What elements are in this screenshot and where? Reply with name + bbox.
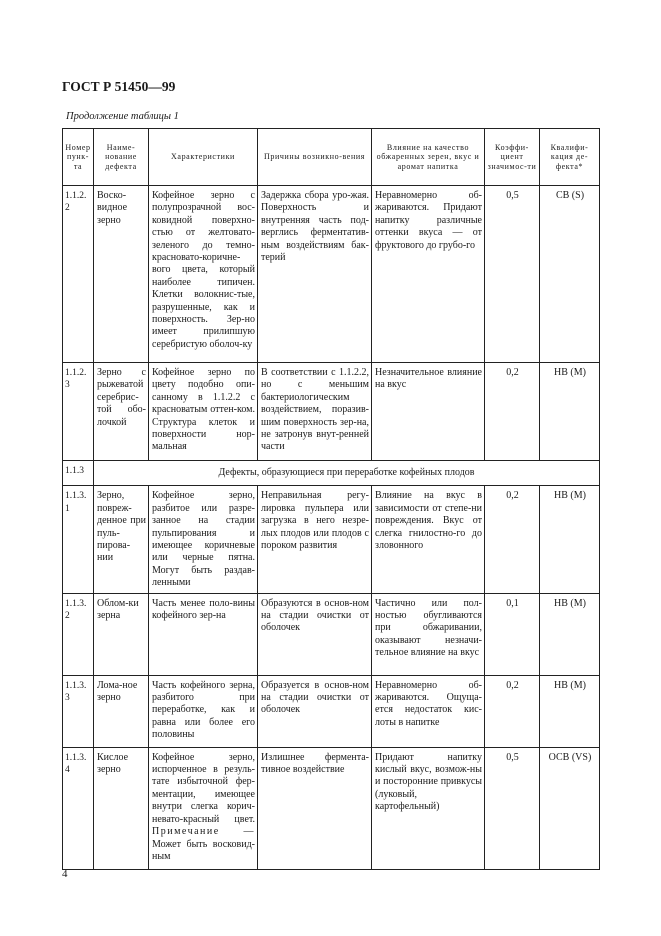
column-header-characteristics: Характеристики [149, 129, 258, 186]
defect-name: Облом-ки зерна [94, 593, 149, 675]
defect-classification: СВ (S) [540, 186, 600, 363]
table-row [63, 593, 600, 675]
defect-name: Зерно с рыжеватой серебрис-той обо-лочкой [94, 363, 149, 461]
defect-coefficient: 0,2 [485, 363, 540, 461]
defects-table [62, 128, 600, 870]
column-header-influence: Влияние на качество обжаренных зерен, вкус и аромат напитка [372, 129, 485, 186]
page-number: 4 [62, 868, 68, 880]
group-number: 1.1.3 [63, 461, 94, 486]
defect-coefficient: 0,5 [485, 186, 540, 363]
column-header-number: Номер пунк-та [63, 129, 94, 186]
defect-name: Кислое зерно [94, 747, 149, 869]
defect-influence: Незначительное влияние на вкус [372, 363, 485, 461]
defect-coefficient: 0,2 [485, 486, 540, 593]
defect-causes: Образуется в основ-ном на стадии очистки от оболочек [258, 675, 372, 747]
column-header-name: Наиме-нование дефекта [94, 129, 149, 186]
defect-classification: НВ (М) [540, 593, 600, 675]
defect-name: Воско-видное зерно [94, 186, 149, 363]
row-number: 1.1.2.2 [63, 186, 94, 363]
row-number: 1.1.3.3 [63, 675, 94, 747]
table-header-row [63, 129, 600, 186]
column-header-causes: Причины возникно-вения [258, 129, 372, 186]
table-row [63, 186, 600, 363]
row-number: 1.1.2.3 [63, 363, 94, 461]
table-row [63, 486, 600, 593]
defect-causes: Неправильная регу-лировка пульпера или загрузка в него незре-лых плодов или плодов с пороком развития [258, 486, 372, 593]
defect-influence: Влияние на вкус в зависимости от степе-ни повреждения. Вкус от слегка гнилостно-го до зловонного [372, 486, 485, 593]
defect-causes: Излишнее фермента-тивное воздействие [258, 747, 372, 869]
note-label: Примечание — [152, 826, 255, 838]
table-caption: Продолжение таблицы 1 [66, 111, 179, 122]
defect-classification: НВ (М) [540, 363, 600, 461]
defect-characteristics: Кофейное зерно по цвету подобно опи-санному в 1.1.2.2 с красноватым оттен-ком. Структура клеток и поверхности нор-мальная [149, 363, 258, 461]
table-row [63, 675, 600, 747]
defect-causes: Образуются в основ-ном на стадии очистки от оболочек [258, 593, 372, 675]
defect-influence: Неравномерно об-жариваются. Ощуща-ется недостаток кис-лоты в напитке [372, 675, 485, 747]
defect-characteristics: Кофейное зерно, разбитое или разре-занное на стадии пульпирования и имеющее коричневые или черные пятна. Могут быть раздав-ленными [149, 486, 258, 593]
defect-influence: Придают напитку кислый вкус, возмож-ны и посторонние привкусы (луковый, картофельный) [372, 747, 485, 869]
defect-coefficient: 0,2 [485, 675, 540, 747]
table-row [63, 363, 600, 461]
document-title: ГОСТ Р 51450—99 [62, 79, 176, 94]
defect-classification: НВ (М) [540, 486, 600, 593]
defect-characteristics: Часть кофейного зерна, разбитого при переработке, как и равна или более его половины [149, 675, 258, 747]
column-header-coefficient: Коэффи-циент значимос-ти [485, 129, 540, 186]
defect-name: Лома-ное зерно [94, 675, 149, 747]
column-header-classification: Квалифи-кация де-фекта* [540, 129, 600, 186]
defect-characteristics-cell [149, 747, 258, 869]
defect-characteristics: Кофейное зерно с полупрозрачной вос-ковидной поверхно-стью от желтовато-зеленого до темно-красновато-коричне-вого цвета, который наиболее типичен. Клетки волокнис-тые, разрушенные, как и поверхность. Зер-но имеет прилипшую серебристую оболоч-ку [149, 186, 258, 363]
row-number: 1.1.3.2 [63, 593, 94, 675]
defect-influence: Неравномерно об-жариваются. Придают напитку различные оттенки вкуса — от фруктового до грубо-го [372, 186, 485, 363]
defect-coefficient: 0,5 [485, 747, 540, 869]
defect-classification: ОСВ (VS) [540, 747, 600, 869]
row-number: 1.1.3.4 [63, 747, 94, 869]
group-title: Дефекты, образующиеся при переработке кофейных плодов [94, 461, 600, 486]
defect-causes: В соответствии с 1.1.2.2, но с меньшим бактериологическим воздействием, поразив-шим поверхность зер-на, не затронув внут-ренней части [258, 363, 372, 461]
defect-classification: НВ (М) [540, 675, 600, 747]
defect-causes: Задержка сбора уро-жая. Поверхность и внутренняя часть под-верглись ферментатив-ным воздействиям бак-терий [258, 186, 372, 363]
defect-name: Зерно, повреж-денное при пуль-пирова-нии [94, 486, 149, 593]
note-text: Может быть восковид-ным [152, 838, 255, 862]
table-row [63, 747, 600, 869]
group-header-row [63, 461, 600, 486]
defect-characteristics: Кофейное зерно, испорченное в резуль-тате избыточной фер-ментации, имеющее внутри слегка корич-невато-красный цвет. [152, 751, 255, 825]
defect-characteristics: Часть менее поло-вины кофейного зер-на [149, 593, 258, 675]
row-number: 1.1.3.1 [63, 486, 94, 593]
defect-coefficient: 0,1 [485, 593, 540, 675]
defect-influence: Частично или пол-ностью обугливаются при обжаривании, оказывают незначи-тельное влияние на вкус [372, 593, 485, 675]
